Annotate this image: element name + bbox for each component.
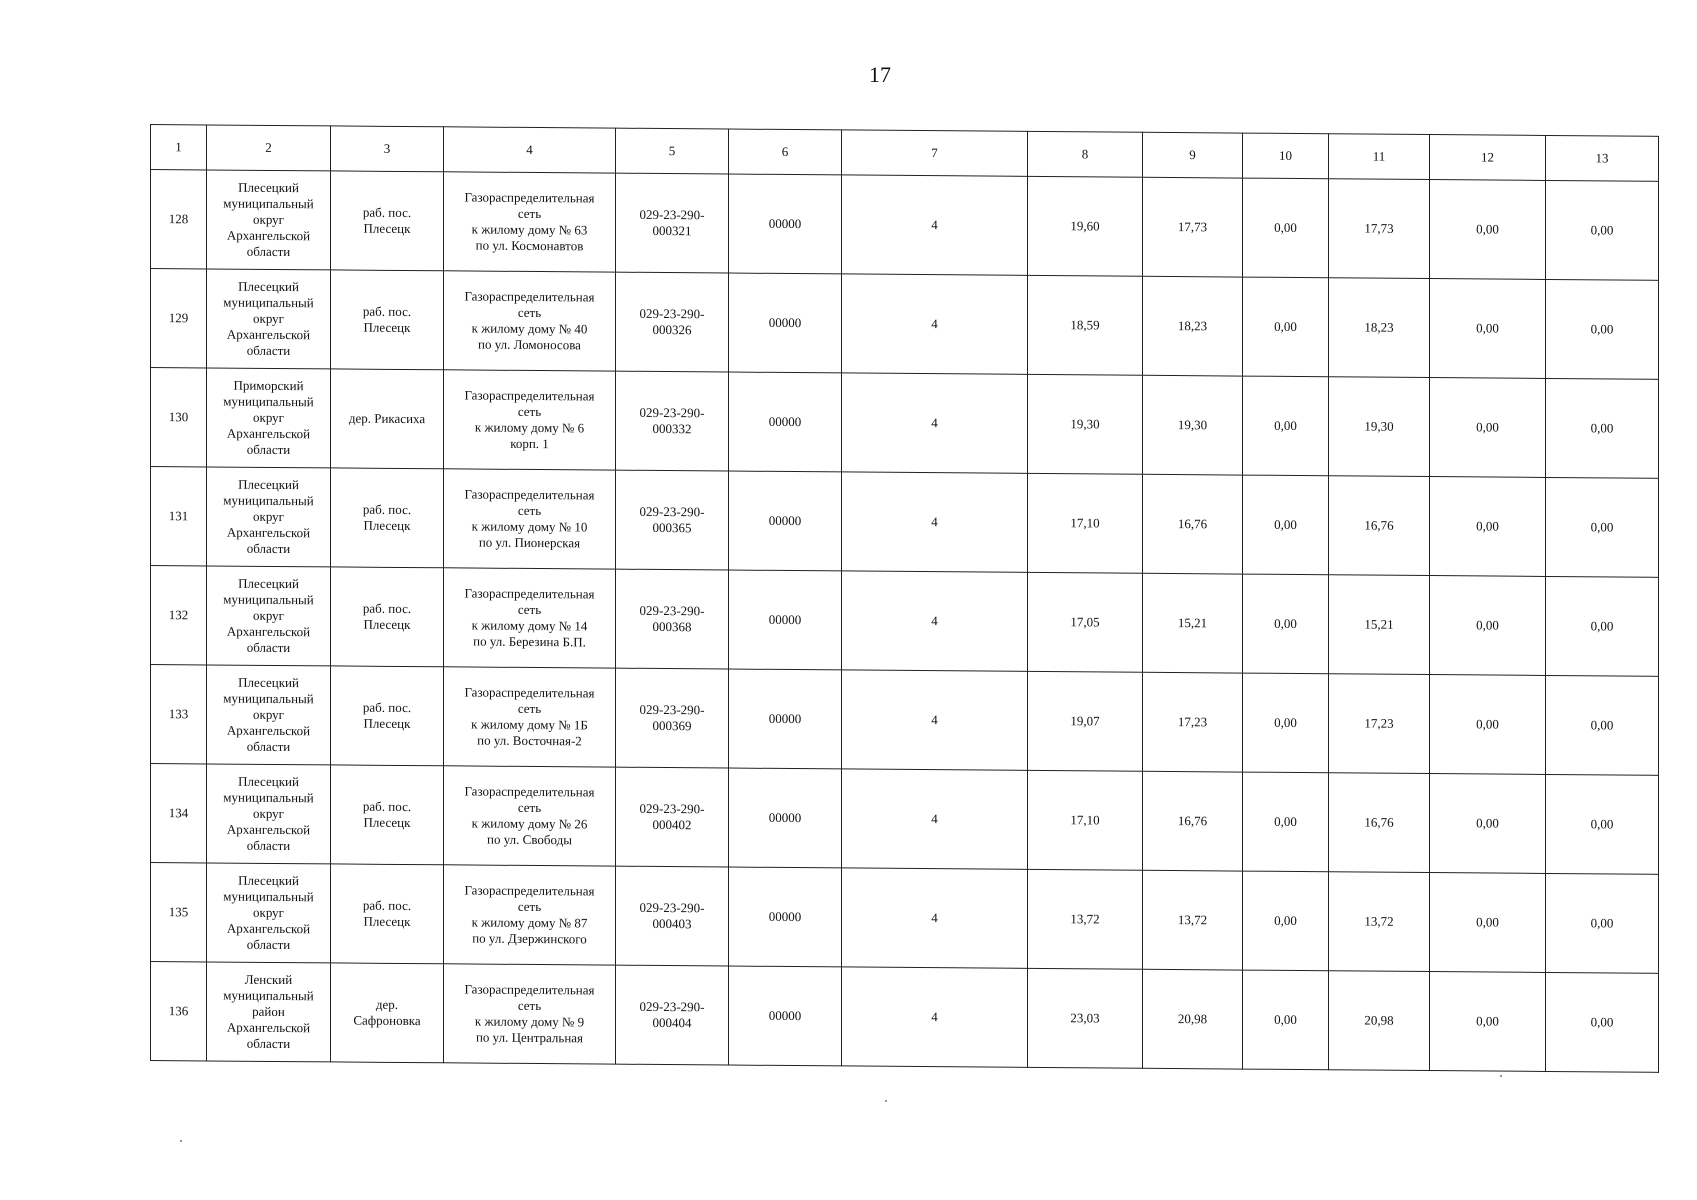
object-line: по ул. Свободы xyxy=(487,831,572,848)
category-cell: 4 xyxy=(842,670,1028,770)
municipality-cell xyxy=(207,665,331,765)
value-cell: 17,23 xyxy=(1143,672,1243,772)
cadastral-line: 029-23-290- xyxy=(639,305,705,322)
column-header: 2 xyxy=(207,125,331,171)
settlement-cell xyxy=(331,864,444,964)
column-header: 11 xyxy=(1329,134,1430,180)
municipality-line: Архангельской xyxy=(226,227,311,244)
value-cell: 0,00 xyxy=(1546,477,1659,577)
settlement-line: Плесецк xyxy=(363,319,411,336)
table-row xyxy=(151,566,1659,677)
settlement-line: раб. пос. xyxy=(362,897,412,914)
value-cell: 13,72 xyxy=(1143,870,1243,970)
municipality-line: муниципальный xyxy=(223,789,314,806)
municipality-line: округ xyxy=(253,211,284,228)
object-line: по ул. Березина Б.П. xyxy=(473,633,586,650)
object-line: Газораспределительная xyxy=(464,684,595,701)
value-cell: 15,21 xyxy=(1143,573,1243,673)
row-number: 135 xyxy=(151,863,207,962)
value-cell: 0,00 xyxy=(1243,871,1329,971)
row-number: 128 xyxy=(151,170,207,269)
value-cell: 16,76 xyxy=(1143,474,1243,574)
settlement-line: дер. xyxy=(375,996,399,1012)
municipality-cell xyxy=(207,863,331,963)
municipality-cell xyxy=(207,269,331,369)
category-cell: 4 xyxy=(842,967,1028,1067)
municipality-line: округ xyxy=(253,508,284,525)
value-cell: 13,72 xyxy=(1329,872,1430,972)
municipality-line: Архангельской xyxy=(226,821,311,838)
column-header: 8 xyxy=(1028,131,1143,177)
object-line: по ул. Ломоносова xyxy=(478,336,581,353)
table-row xyxy=(151,269,1659,380)
object-line: сеть xyxy=(517,898,542,915)
object-cell xyxy=(444,469,616,569)
scan-speck xyxy=(885,1100,887,1102)
municipality-line: Архангельской xyxy=(226,425,311,442)
settlement-line: Плесецк xyxy=(363,616,411,633)
cadastral-cell xyxy=(616,173,729,273)
value-cell: 0,00 xyxy=(1243,772,1329,872)
column-header: 1 xyxy=(151,125,207,170)
object-line: сеть xyxy=(517,502,542,519)
row-number: 134 xyxy=(151,764,207,863)
settlement-line: Плесецк xyxy=(363,913,411,930)
cadastral-cell xyxy=(616,866,729,966)
settlement-line: Плесецк xyxy=(363,715,411,732)
category-cell: 4 xyxy=(842,769,1028,869)
code-cell: 00000 xyxy=(729,372,842,472)
cadastral-line: 000332 xyxy=(652,420,692,437)
cadastral-line: 000403 xyxy=(652,915,692,932)
value-cell: 0,00 xyxy=(1546,279,1659,379)
municipality-line: Плесецкий xyxy=(238,179,299,196)
object-line: сеть xyxy=(517,700,542,717)
category-cell: 4 xyxy=(842,868,1028,968)
value-cell: 19,60 xyxy=(1028,176,1143,276)
municipality-line: округ xyxy=(253,805,284,822)
municipality-line: муниципальный xyxy=(223,888,314,905)
cadastral-line: 000326 xyxy=(652,321,692,338)
value-cell: 18,59 xyxy=(1028,275,1143,375)
object-line: сеть xyxy=(517,799,542,816)
value-cell: 0,00 xyxy=(1430,279,1546,379)
table-row xyxy=(151,170,1659,281)
object-line: по ул. Центральная xyxy=(475,1029,584,1046)
table-row xyxy=(151,764,1659,875)
value-cell: 0,00 xyxy=(1430,378,1546,478)
object-line: по ул. Дзержинского xyxy=(472,930,587,947)
municipality-line: Архангельской xyxy=(226,524,311,541)
municipality-line: области xyxy=(246,540,291,557)
object-line: по ул. Восточная-2 xyxy=(477,732,582,749)
row-number: 136 xyxy=(151,962,207,1061)
municipality-line: муниципальный xyxy=(223,987,314,1004)
cadastral-cell xyxy=(616,272,729,372)
row-number: 131 xyxy=(151,467,207,566)
settlement-cell xyxy=(331,567,444,667)
municipality-line: муниципальный xyxy=(223,195,314,212)
object-line: по ул. Космонавтов xyxy=(475,237,584,254)
value-cell: 19,30 xyxy=(1143,375,1243,475)
municipality-line: Архангельской xyxy=(226,326,311,343)
settlement-cell xyxy=(331,765,444,865)
cadastral-line: 029-23-290- xyxy=(639,404,705,421)
column-header: 13 xyxy=(1546,135,1659,181)
municipality-line: области xyxy=(246,738,291,755)
code-cell: 00000 xyxy=(729,471,842,571)
cadastral-line: 029-23-290- xyxy=(639,800,705,817)
object-line: к жилому дому № 9 xyxy=(474,1013,585,1030)
value-cell: 0,00 xyxy=(1430,576,1546,676)
value-cell: 17,73 xyxy=(1143,177,1243,277)
value-cell: 13,72 xyxy=(1028,869,1143,969)
category-cell: 4 xyxy=(842,274,1028,374)
value-cell: 16,76 xyxy=(1329,773,1430,873)
cadastral-line: 029-23-290- xyxy=(639,899,705,916)
object-line: Газораспределительная xyxy=(464,981,595,998)
value-cell: 0,00 xyxy=(1243,475,1329,575)
object-line: к жилому дому № 63 xyxy=(471,221,588,238)
value-cell: 17,23 xyxy=(1329,674,1430,774)
value-cell: 18,23 xyxy=(1143,276,1243,376)
settlement-cell xyxy=(331,171,444,271)
settlement-line: Плесецк xyxy=(363,220,411,237)
column-header: 4 xyxy=(444,127,616,173)
municipality-line: Архангельской xyxy=(226,623,311,640)
municipality-cell xyxy=(207,566,331,666)
cadastral-line: 000404 xyxy=(652,1014,692,1031)
category-cell: 4 xyxy=(842,571,1028,671)
cadastral-line: 029-23-290- xyxy=(639,701,705,718)
municipality-cell xyxy=(207,467,331,567)
value-cell: 0,00 xyxy=(1243,673,1329,773)
cadastral-line: 000365 xyxy=(652,519,692,536)
row-number: 133 xyxy=(151,665,207,764)
municipality-line: области xyxy=(246,441,291,458)
object-line: Газораспределительная xyxy=(464,288,595,305)
settlement-line: раб. пос. xyxy=(362,501,412,518)
object-line: Газораспределительная xyxy=(464,387,595,404)
object-line: к жилому дому № 40 xyxy=(471,320,588,337)
settlement-cell xyxy=(331,963,444,1063)
cadastral-line: 000402 xyxy=(652,816,692,833)
value-cell: 0,00 xyxy=(1430,675,1546,775)
object-line: сеть xyxy=(517,997,542,1014)
municipality-line: Плесецкий xyxy=(238,278,299,295)
row-number: 130 xyxy=(151,368,207,467)
settlement-cell xyxy=(331,666,444,766)
value-cell: 0,00 xyxy=(1243,970,1329,1070)
object-line: к жилому дому № 10 xyxy=(471,518,588,535)
value-cell: 19,30 xyxy=(1329,377,1430,477)
value-cell: 0,00 xyxy=(1430,477,1546,577)
settlement-cell xyxy=(331,270,444,370)
object-line: сеть xyxy=(517,601,542,618)
cadastral-line: 000321 xyxy=(652,222,692,239)
table-row xyxy=(151,467,1659,578)
municipality-line: округ xyxy=(253,310,284,327)
value-cell: 18,23 xyxy=(1329,278,1430,378)
municipality-line: Плесецкий xyxy=(238,575,299,592)
registry-sheet xyxy=(150,124,1659,1073)
column-header: 6 xyxy=(729,129,842,175)
value-cell: 0,00 xyxy=(1430,180,1546,280)
value-cell: 23,03 xyxy=(1028,968,1143,1068)
municipality-line: муниципальный xyxy=(223,591,314,608)
column-header: 9 xyxy=(1143,132,1243,178)
municipality-line: области xyxy=(246,936,291,953)
code-cell: 00000 xyxy=(729,174,842,274)
municipality-cell xyxy=(207,368,331,468)
municipality-line: округ xyxy=(253,706,284,723)
object-line: Газораспределительная xyxy=(464,783,595,800)
municipality-line: области xyxy=(246,639,291,656)
municipality-cell xyxy=(207,962,331,1062)
table-row xyxy=(151,665,1659,776)
value-cell: 0,00 xyxy=(1546,675,1659,775)
value-cell: 0,00 xyxy=(1430,873,1546,973)
value-cell: 0,00 xyxy=(1546,576,1659,676)
cadastral-cell xyxy=(616,569,729,669)
municipality-line: Плесецкий xyxy=(238,476,299,493)
value-cell: 0,00 xyxy=(1430,972,1546,1072)
object-line: по ул. Пионерская xyxy=(478,534,581,551)
object-line: сеть xyxy=(517,403,542,420)
municipality-line: Плесецкий xyxy=(238,773,299,790)
code-cell: 00000 xyxy=(729,768,842,868)
value-cell: 0,00 xyxy=(1546,774,1659,874)
municipality-line: Архангельской xyxy=(226,722,311,739)
settlement-line: дер. Рикасиха xyxy=(348,410,426,427)
municipality-line: Плесецкий xyxy=(238,872,299,889)
object-line: Газораспределительная xyxy=(464,882,595,899)
municipality-line: Приморский xyxy=(233,377,304,394)
scan-speck xyxy=(180,1140,182,1142)
municipality-line: области xyxy=(246,1035,291,1052)
cadastral-line: 000368 xyxy=(652,618,692,635)
cadastral-cell xyxy=(616,767,729,867)
object-line: к жилому дому № 14 xyxy=(471,617,588,634)
municipality-line: муниципальный xyxy=(223,393,314,410)
value-cell: 17,73 xyxy=(1329,179,1430,279)
object-line: сеть xyxy=(517,304,542,321)
object-line: Газораспределительная xyxy=(464,189,595,206)
value-cell: 0,00 xyxy=(1243,574,1329,674)
value-cell: 0,00 xyxy=(1430,774,1546,874)
cadastral-line: 029-23-290- xyxy=(639,602,705,619)
settlement-line: раб. пос. xyxy=(362,798,412,815)
code-cell: 00000 xyxy=(729,570,842,670)
object-line: к жилому дому № 26 xyxy=(471,815,588,832)
table-body xyxy=(151,170,1659,1073)
object-cell xyxy=(444,568,616,668)
object-cell xyxy=(444,964,616,1064)
value-cell: 0,00 xyxy=(1546,378,1659,478)
object-line: к жилому дому № 87 xyxy=(471,914,588,931)
municipality-line: Архангельской xyxy=(226,1019,311,1036)
cadastral-line: 000369 xyxy=(652,717,692,734)
value-cell: 0,00 xyxy=(1546,972,1659,1072)
municipality-line: области xyxy=(246,243,291,260)
category-cell: 4 xyxy=(842,472,1028,572)
municipality-line: Ленский xyxy=(244,971,293,988)
settlement-cell xyxy=(331,468,444,568)
value-cell: 0,00 xyxy=(1243,178,1329,278)
category-cell: 4 xyxy=(842,175,1028,275)
cadastral-line: 029-23-290- xyxy=(639,503,705,520)
table-row xyxy=(151,962,1659,1073)
object-cell xyxy=(444,370,616,470)
municipality-line: округ xyxy=(253,904,284,921)
settlement-cell xyxy=(331,369,444,469)
category-cell: 4 xyxy=(842,373,1028,473)
object-line: к жилому дому № 6 xyxy=(474,419,585,436)
municipality-line: район xyxy=(252,1003,285,1020)
value-cell: 16,76 xyxy=(1329,476,1430,576)
municipality-line: области xyxy=(246,837,291,854)
value-cell: 0,00 xyxy=(1546,180,1659,280)
object-cell xyxy=(444,766,616,866)
municipality-line: округ xyxy=(253,607,284,624)
value-cell: 17,10 xyxy=(1028,473,1143,573)
page-number: 17 xyxy=(869,62,891,87)
value-cell: 15,21 xyxy=(1329,575,1430,675)
table-row xyxy=(151,863,1659,974)
object-cell xyxy=(444,271,616,371)
municipality-line: муниципальный xyxy=(223,294,314,311)
municipality-cell xyxy=(207,764,331,864)
column-header: 7 xyxy=(842,130,1028,176)
settlement-line: раб. пос. xyxy=(362,303,412,320)
column-header: 10 xyxy=(1243,133,1329,179)
row-number: 129 xyxy=(151,269,207,368)
cadastral-line: 029-23-290- xyxy=(639,998,705,1015)
object-cell xyxy=(444,172,616,272)
settlement-line: раб. пос. xyxy=(362,600,412,617)
municipality-line: области xyxy=(246,342,291,359)
municipality-cell xyxy=(207,170,331,270)
value-cell: 16,76 xyxy=(1143,771,1243,871)
object-line: корп. 1 xyxy=(510,435,549,452)
municipality-line: муниципальный xyxy=(223,690,314,707)
row-number: 132 xyxy=(151,566,207,665)
object-line: Газораспределительная xyxy=(464,486,595,503)
value-cell: 19,30 xyxy=(1028,374,1143,474)
municipality-line: Архангельской xyxy=(226,920,311,937)
municipality-line: округ xyxy=(253,409,284,426)
object-line: сеть xyxy=(517,205,542,222)
municipality-line: Плесецкий xyxy=(238,674,299,691)
cadastral-line: 029-23-290- xyxy=(639,206,705,223)
object-cell xyxy=(444,667,616,767)
value-cell: 20,98 xyxy=(1143,969,1243,1069)
object-line: Газораспределительная xyxy=(464,585,595,602)
value-cell: 0,00 xyxy=(1243,277,1329,377)
cadastral-cell xyxy=(616,470,729,570)
cadastral-cell xyxy=(616,371,729,471)
settlement-line: Плесецк xyxy=(363,517,411,534)
code-cell: 00000 xyxy=(729,273,842,373)
value-cell: 20,98 xyxy=(1329,971,1430,1071)
value-cell: 17,10 xyxy=(1028,770,1143,870)
column-header: 3 xyxy=(331,126,444,172)
settlement-line: раб. пос. xyxy=(362,699,412,716)
object-cell xyxy=(444,865,616,965)
value-cell: 0,00 xyxy=(1243,376,1329,476)
municipality-line: муниципальный xyxy=(223,492,314,509)
scan-speck xyxy=(1500,1075,1502,1077)
column-header: 12 xyxy=(1430,135,1546,181)
code-cell: 00000 xyxy=(729,669,842,769)
code-cell: 00000 xyxy=(729,966,842,1066)
code-cell: 00000 xyxy=(729,867,842,967)
value-cell: 17,05 xyxy=(1028,572,1143,672)
registry-table xyxy=(150,124,1659,1073)
settlement-line: Плесецк xyxy=(363,814,411,831)
value-cell: 0,00 xyxy=(1546,873,1659,973)
table-row xyxy=(151,368,1659,479)
cadastral-cell xyxy=(616,965,729,1065)
cadastral-cell xyxy=(616,668,729,768)
column-header: 5 xyxy=(616,128,729,174)
settlement-line: Сафроновка xyxy=(353,1012,421,1029)
settlement-line: раб. пос. xyxy=(362,204,412,221)
object-line: к жилому дому № 1Б xyxy=(471,716,588,733)
value-cell: 19,07 xyxy=(1028,671,1143,771)
